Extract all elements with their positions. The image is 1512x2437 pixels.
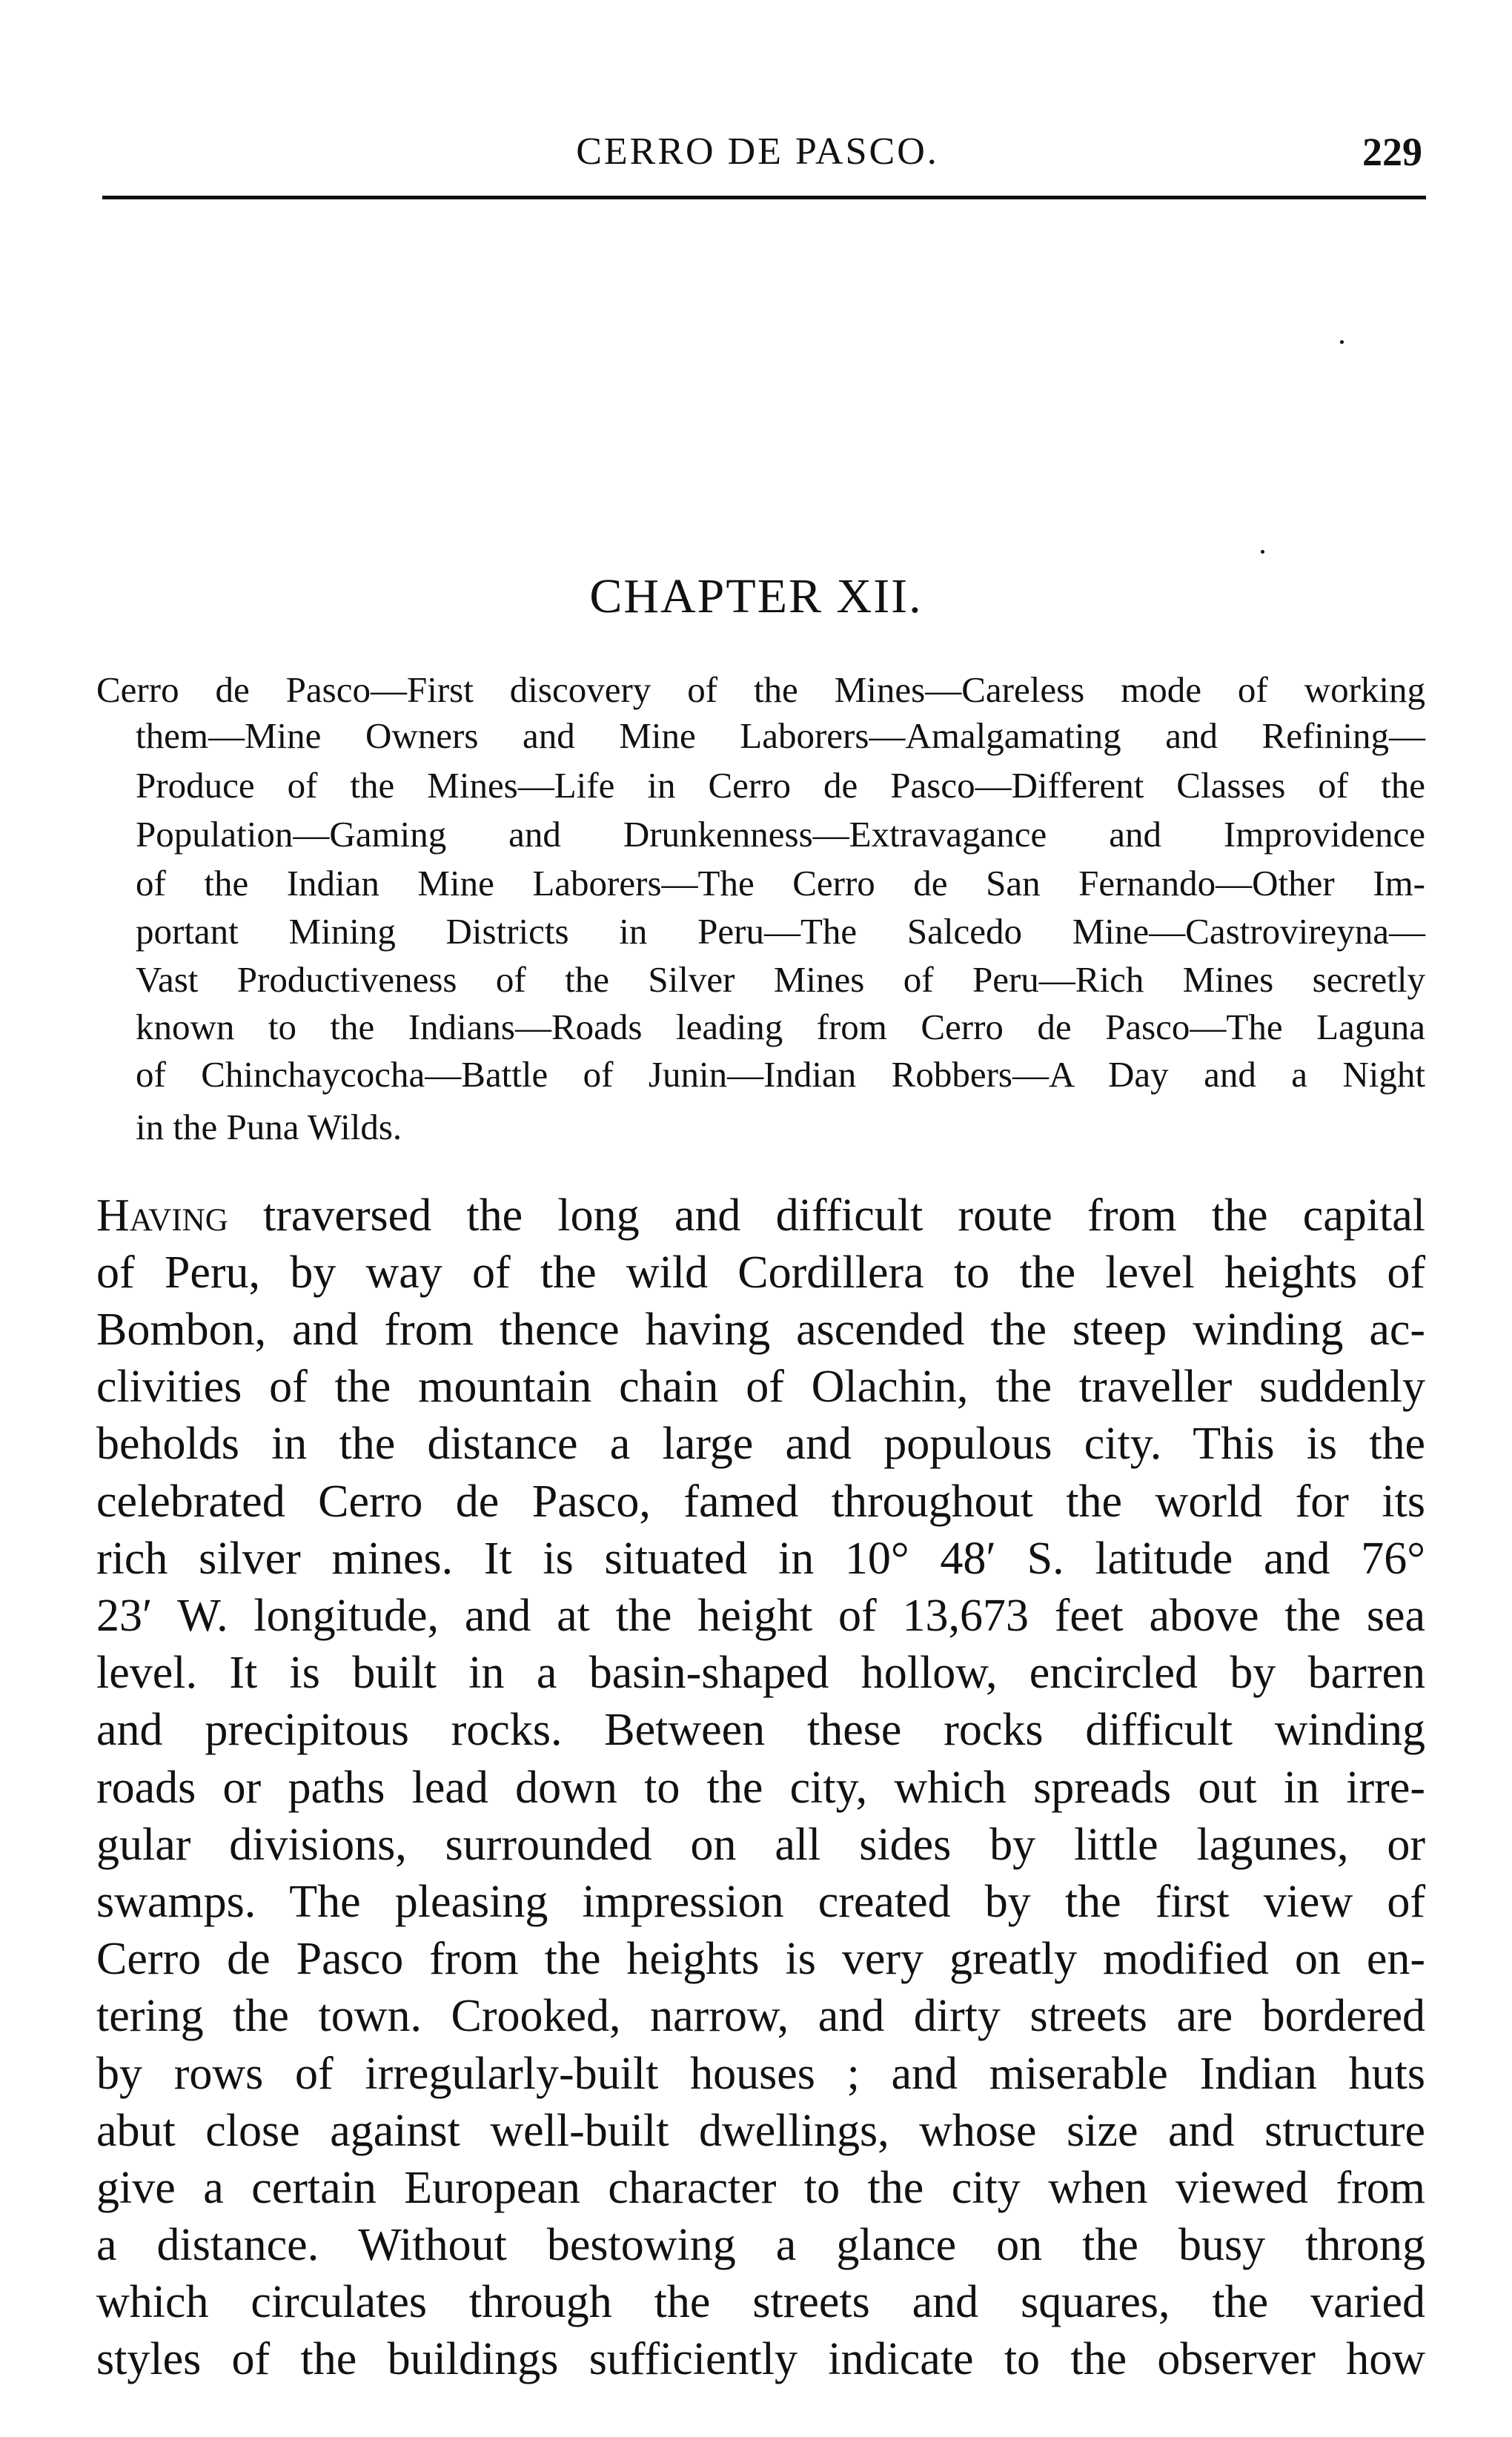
body-line: abut close against well-built dwellings, whose size and structure	[96, 2106, 1425, 2156]
body-line: tering the town. Crooked, narrow, and dirty streets are bordered	[96, 1991, 1425, 2041]
body-line: level. It is built in a basin-shaped hollow, encircled by barren	[96, 1648, 1425, 1698]
body-line: Cerro de Pasco from the heights is very greatly modified on en-	[96, 1934, 1425, 1984]
first-line-text: traversed the long and difficult route from the capital	[228, 1190, 1425, 1241]
body-line: beholds in the distance a large and populous city. This is the	[96, 1419, 1425, 1469]
body-line: 23′ W. longitude, and at the height of 13,673 feet above the sea	[96, 1591, 1425, 1641]
summary-line: in the Puna Wilds.	[136, 1107, 402, 1147]
summary-line: portant Mining Districts in Peru—The Salcedo Mine—Castrovireyna—	[136, 911, 1425, 952]
chapter-heading: CHAPTER XII.	[589, 569, 923, 623]
body-line: by rows of irregularly-built houses ; and miserable Indian huts	[96, 2049, 1425, 2099]
print-speck	[1261, 550, 1264, 554]
summary-line: of the Indian Mine Laborers—The Cerro de San Fernando—Other Im-	[136, 863, 1425, 903]
opening-word: Having	[96, 1190, 228, 1241]
body-line: swamps. The pleasing impression created by the first view of	[96, 1877, 1425, 1927]
summary-line: Cerro de Pasco—First discovery of the Mines—Careless mode of working	[96, 669, 1425, 710]
running-title: CERRO DE PASCO.	[576, 130, 939, 173]
summary-line: Population—Gaming and Drunkenness—Extravagance and Improvidence	[136, 814, 1425, 855]
summary-line: Produce of the Mines—Life in Cerro de Pasco—Different Classes of the	[136, 765, 1425, 806]
body-line: gular divisions, surrounded on all sides by little lagunes, or	[96, 1820, 1425, 1870]
print-speck	[1340, 340, 1344, 344]
page-number: 229	[1362, 130, 1422, 174]
body-line: and precipitous rocks. Between these rocks difficult winding	[96, 1705, 1425, 1755]
summary-line: of Chinchaycocha—Battle of Junin—Indian Robbers—A Day and a Night	[136, 1054, 1425, 1095]
running-head	[0, 126, 1512, 178]
body-line: Bombon, and from thence having ascended the steep winding ac-	[96, 1304, 1425, 1355]
body-line: roads or paths lead down to the city, which spreads out in irre-	[96, 1763, 1425, 1813]
summary-line: them—Mine Owners and Mine Laborers—Amalgamating and Refining—	[136, 715, 1425, 756]
header-rule	[102, 196, 1426, 199]
body-line: celebrated Cerro de Pasco, famed throughout the world for its	[96, 1476, 1425, 1527]
body-line: of Peru, by way of the wild Cordillera to the level heights of	[96, 1247, 1425, 1298]
body-line: rich silver mines. It is situated in 10° 48′ S. latitude and 76°	[96, 1534, 1425, 1584]
body-line: which circulates through the streets and squares, the varied	[96, 2277, 1425, 2327]
body-line	[96, 1187, 1425, 1244]
body-line: a distance. Without bestowing a glance on the busy throng	[96, 2220, 1425, 2270]
body-line: give a certain European character to the city when viewed from	[96, 2163, 1425, 2213]
summary-line: known to the Indians—Roads leading from Cerro de Pasco—The Laguna	[136, 1007, 1425, 1047]
body-line: styles of the buildings sufficiently indicate to the observer how	[96, 2334, 1425, 2384]
body-line: clivities of the mountain chain of Olachin, the traveller suddenly	[96, 1362, 1425, 1412]
summary-line: Vast Productiveness of the Silver Mines of Peru—Rich Mines secretly	[136, 959, 1425, 1000]
